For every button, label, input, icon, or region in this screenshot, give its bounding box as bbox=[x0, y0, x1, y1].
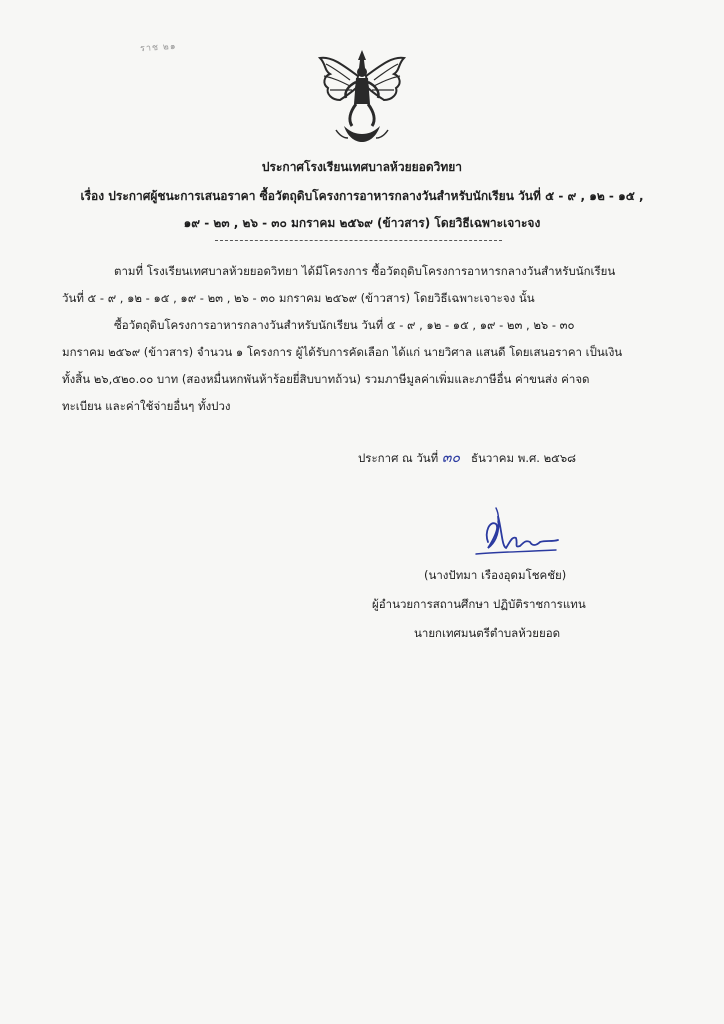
paragraph-2-line-1: ซื้อวัตถุดิบโครงการอาหารกลางวันสำหรับนักเรียน วันที่ ๕ - ๙ , ๑๒ - ๑๕ , ๑๙ - ๒๓ , ๒๖ - ๓๐ bbox=[114, 318, 575, 332]
signer-name: (นางปัทมา เรืองอุดมโชคชัย) bbox=[424, 568, 567, 582]
handwritten-day: ๓๐ bbox=[441, 450, 461, 466]
subject-line-2: ๑๙ - ๒๓ , ๒๖ - ๓๐ มกราคม ๒๕๖๙ (ข้าวสาร) โดยวิธีเฉพาะเจาะจง bbox=[183, 216, 541, 230]
date-suffix: ธันวาคม พ.ศ. ๒๕๖๘ bbox=[471, 451, 577, 465]
separator-line bbox=[215, 240, 502, 241]
signer-title-2: นายกเทศมนตรีตำบลห้วยยอด bbox=[414, 626, 561, 640]
paragraph-1-line-1: ตามที่ โรงเรียนเทศบาลห้วยยอดวิทยา ได้มีโครงการ ซื้อวัตถุดิบโครงการอาหารกลางวันสำหรับนักเรียน bbox=[114, 264, 616, 278]
handwritten-reference-mark: ราช ๒๑ bbox=[139, 41, 177, 55]
paragraph-2-line-2: มกราคม ๒๕๖๙ (ข้าวสาร) จำนวน ๑ โครงการ ผู้ได้รับการคัดเลือก ได้แก่ นายวิศาล แสนดี โดยเสนอราคา เป็นเงิน bbox=[62, 345, 623, 359]
paragraph-1-line-2: วันที่ ๕ - ๙ , ๑๒ - ๑๕ , ๑๙ - ๒๓ , ๒๖ - ๓๐ มกราคม ๒๕๖๙ (ข้าวสาร) โดยวิธีเฉพาะเจาะจง นั้น bbox=[62, 291, 535, 305]
signer-title-1: ผู้อำนวยการสถานศึกษา ปฏิบัติราชการแทน bbox=[372, 597, 586, 611]
date-prefix: ประกาศ ณ วันที่ bbox=[358, 451, 439, 465]
announcement-title: ประกาศโรงเรียนเทศบาลห้วยยอดวิทยา bbox=[261, 160, 463, 174]
garuda-emblem-icon bbox=[314, 46, 410, 146]
announcement-date bbox=[358, 447, 576, 469]
paragraph-2-line-3: ทั้งสิ้น ๒๖,๕๒๐.๐๐ บาท (สองหมื่นหกพันห้าร้อยยี่สิบบาทถ้วน) รวมภาษีมูลค่าเพิ่มและภาษีอื่น ค่าขนส่ง ค่าจด bbox=[62, 372, 590, 386]
paragraph-2-line-4: ทะเบียน และค่าใช้จ่ายอื่นๆ ทั้งปวง bbox=[62, 399, 231, 413]
signature-icon bbox=[466, 502, 566, 566]
subject-line-1: เรื่อง ประกาศผู้ชนะการเสนอราคา ซื้อวัตถุดิบโครงการอาหารกลางวันสำหรับนักเรียน วันที่ ๕ - ๙ , ๑๒ - ๑๕ , bbox=[80, 189, 644, 203]
